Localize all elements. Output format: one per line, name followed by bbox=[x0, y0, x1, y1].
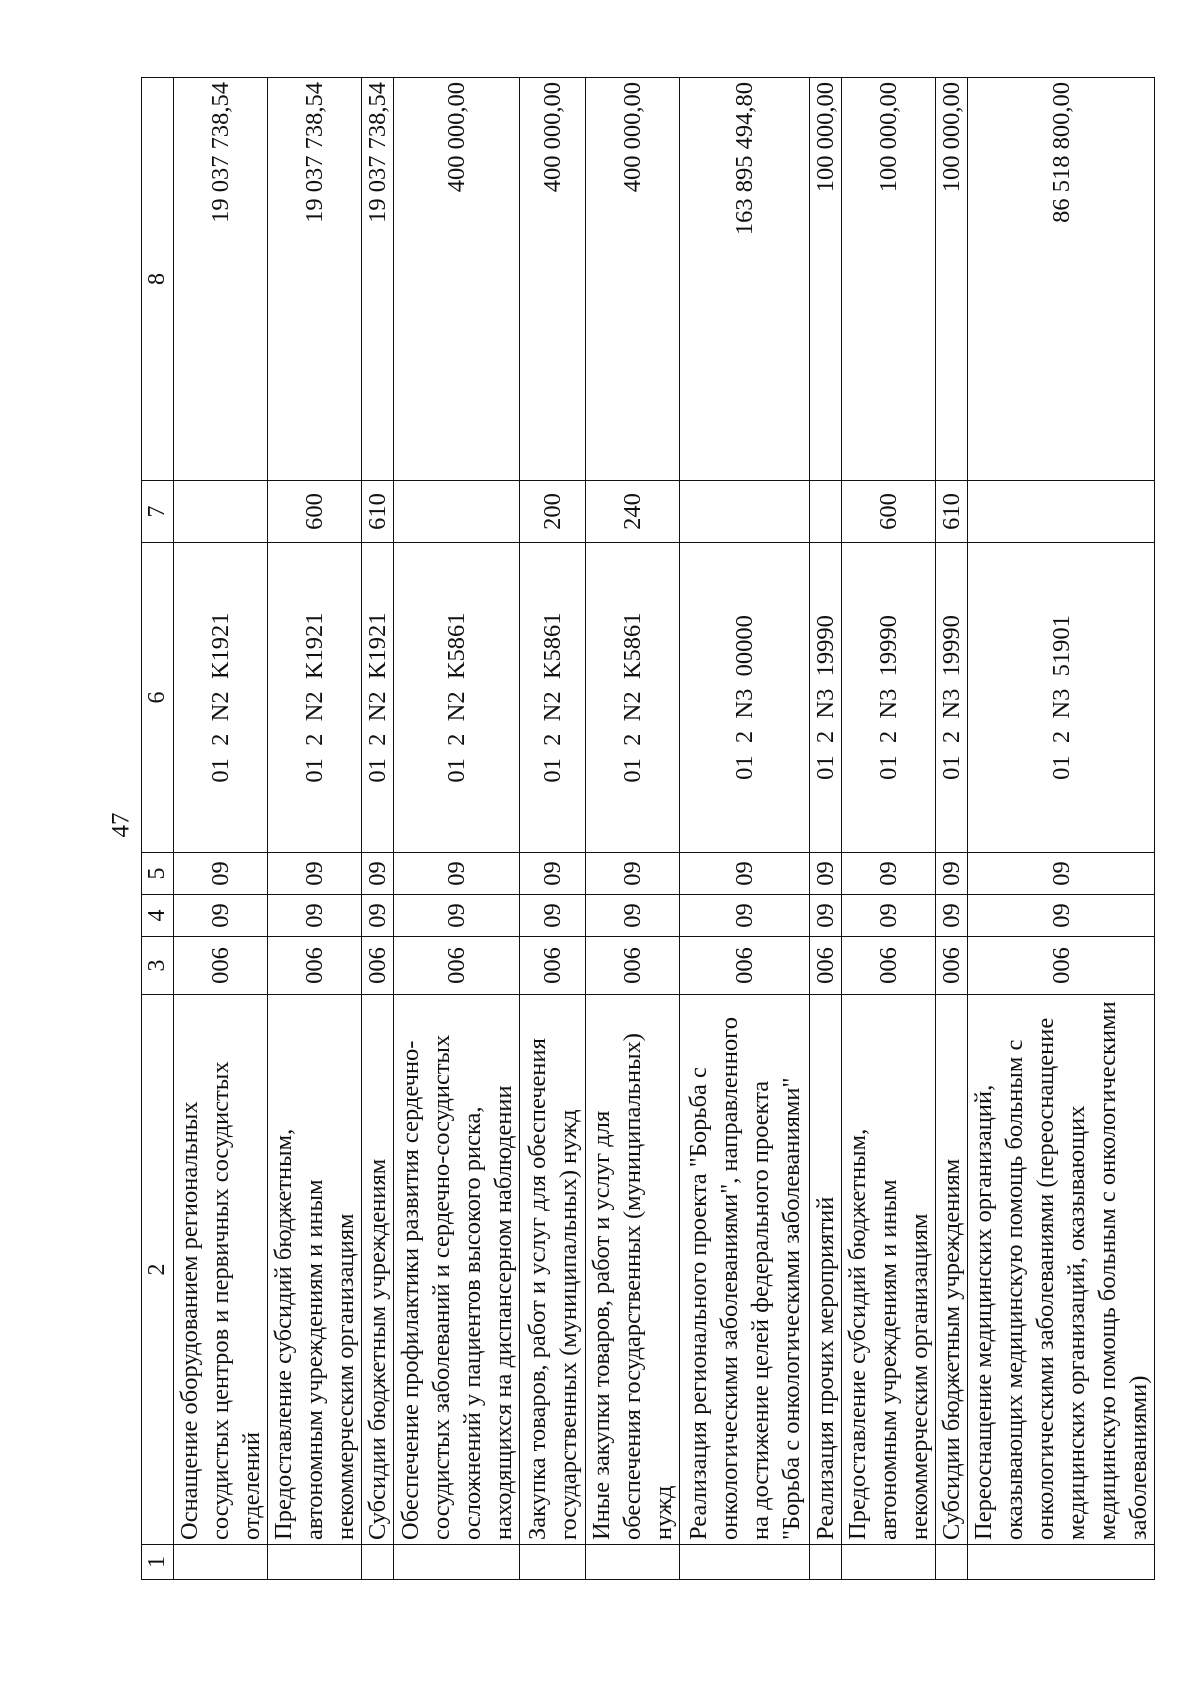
cell-code-3: 006 bbox=[362, 937, 394, 995]
cell-code-3: 006 bbox=[520, 937, 586, 995]
cell-code-3: 006 bbox=[842, 937, 936, 995]
cell-code-3: 006 bbox=[968, 937, 1155, 995]
page-number-text: 47 bbox=[107, 812, 134, 838]
header-cell: 6 bbox=[142, 543, 174, 853]
cell-code-4: 09 bbox=[968, 895, 1155, 937]
cell-amount: 19 037 738,54 bbox=[268, 78, 362, 481]
cell-amount: 19 037 738,54 bbox=[174, 78, 268, 481]
cell-code-5: 09 bbox=[936, 853, 968, 895]
cell-amount: 100 000,00 bbox=[842, 78, 936, 481]
cell-description: Предоставление субсидий бюджетным, автономным учреждениям и иным некоммерческим организациям bbox=[842, 995, 936, 1545]
cell-code-4: 09 bbox=[586, 895, 680, 937]
cell-number bbox=[842, 1545, 936, 1580]
cell-code-6: 01 2 N2 K1921 bbox=[174, 543, 268, 853]
cell-number bbox=[520, 1545, 586, 1580]
header-row bbox=[142, 78, 174, 1580]
cell-code-4: 09 bbox=[810, 895, 842, 937]
cell-number bbox=[268, 1545, 362, 1580]
cell-code-7 bbox=[680, 481, 810, 543]
table-row bbox=[936, 78, 968, 1580]
table-row bbox=[362, 78, 394, 1580]
rotated-table-wrapper bbox=[141, 78, 1152, 1580]
cell-code-3: 006 bbox=[394, 937, 520, 995]
cell-code-7: 600 bbox=[268, 481, 362, 543]
cell-amount: 19 037 738,54 bbox=[362, 78, 394, 481]
cell-amount: 400 000,00 bbox=[520, 78, 586, 481]
cell-code-7 bbox=[394, 481, 520, 543]
cell-number bbox=[810, 1545, 842, 1580]
table-row bbox=[520, 78, 586, 1580]
header-cell: 3 bbox=[142, 937, 174, 995]
cell-code-7: 240 bbox=[586, 481, 680, 543]
cell-code-3: 006 bbox=[268, 937, 362, 995]
table-row bbox=[680, 78, 810, 1580]
cell-code-5: 09 bbox=[394, 853, 520, 895]
cell-code-6: 01 2 N2 K1921 bbox=[362, 543, 394, 853]
cell-amount: 400 000,00 bbox=[586, 78, 680, 481]
header-cell: 7 bbox=[142, 481, 174, 543]
cell-code-5: 09 bbox=[968, 853, 1155, 895]
cell-number bbox=[680, 1545, 810, 1580]
cell-code-5: 09 bbox=[362, 853, 394, 895]
cell-description: Закупка товаров, работ и услуг для обеспечения государственных (муниципальных) нужд bbox=[520, 995, 586, 1545]
header-cell: 5 bbox=[142, 853, 174, 895]
table-row bbox=[174, 78, 268, 1580]
cell-code-5: 09 bbox=[586, 853, 680, 895]
cell-code-7 bbox=[174, 481, 268, 543]
cell-code-6: 01 2 N2 K5861 bbox=[586, 543, 680, 853]
cell-code-7 bbox=[968, 481, 1155, 543]
cell-number bbox=[394, 1545, 520, 1580]
cell-code-5: 09 bbox=[680, 853, 810, 895]
table-row bbox=[394, 78, 520, 1580]
cell-description: Переоснащение медицинских организаций, оказывающих медицинскую помощь больным с онкологическими заболеваниями (переоснащение медицинских организаций, оказывающих медицинскую помощь больным с онкологическими заболеваниями) bbox=[968, 995, 1155, 1545]
cell-number bbox=[174, 1545, 268, 1580]
cell-code-7: 600 bbox=[842, 481, 936, 543]
page-number bbox=[106, 805, 136, 845]
cell-code-6: 01 2 N3 51901 bbox=[968, 543, 1155, 853]
table-row bbox=[268, 78, 362, 1580]
cell-code-6: 01 2 N3 00000 bbox=[680, 543, 810, 853]
cell-description: Оснащение оборудованием региональных сосудистых центров и первичных сосудистых отделений bbox=[174, 995, 268, 1545]
header-cell: 4 bbox=[142, 895, 174, 937]
cell-code-7: 200 bbox=[520, 481, 586, 543]
cell-amount: 163 895 494,80 bbox=[680, 78, 810, 481]
budget-table bbox=[141, 77, 1155, 1580]
cell-code-6: 01 2 N2 K1921 bbox=[268, 543, 362, 853]
cell-description: Реализация прочих мероприятий bbox=[810, 995, 842, 1545]
cell-code-6: 01 2 N2 K5861 bbox=[520, 543, 586, 853]
cell-code-4: 09 bbox=[268, 895, 362, 937]
cell-code-3: 006 bbox=[174, 937, 268, 995]
cell-code-4: 09 bbox=[520, 895, 586, 937]
cell-code-3: 006 bbox=[810, 937, 842, 995]
cell-code-4: 09 bbox=[394, 895, 520, 937]
table-row bbox=[810, 78, 842, 1580]
cell-code-3: 006 bbox=[586, 937, 680, 995]
cell-code-4: 09 bbox=[174, 895, 268, 937]
table-row bbox=[586, 78, 680, 1580]
cell-description: Обеспечение профилактики развития сердечно-сосудистых заболеваний и сердечно-сосудистых осложнений у пациентов высокого риска, находящихся на диспансерном наблюдении bbox=[394, 995, 520, 1545]
cell-code-5: 09 bbox=[810, 853, 842, 895]
cell-code-3: 006 bbox=[936, 937, 968, 995]
table-row bbox=[842, 78, 936, 1580]
cell-amount: 100 000,00 bbox=[810, 78, 842, 481]
cell-amount: 400 000,00 bbox=[394, 78, 520, 481]
cell-code-4: 09 bbox=[362, 895, 394, 937]
cell-number bbox=[936, 1545, 968, 1580]
cell-description: Иные закупки товаров, работ и услуг для обеспечения государственных (муниципальных) нужд bbox=[586, 995, 680, 1545]
cell-code-3: 006 bbox=[680, 937, 810, 995]
cell-description: Реализация регионального проекта "Борьба с онкологическими заболеваниями", направленного на достижение целей федерального проекта "Борьба с онкологическими заболеваниями" bbox=[680, 995, 810, 1545]
cell-code-6: 01 2 N3 19990 bbox=[842, 543, 936, 853]
cell-amount: 86 518 800,00 bbox=[968, 78, 1155, 481]
cell-code-4: 09 bbox=[680, 895, 810, 937]
cell-code-6: 01 2 N3 19990 bbox=[810, 543, 842, 853]
cell-amount: 100 000,00 bbox=[936, 78, 968, 481]
cell-code-6: 01 2 N2 K5861 bbox=[394, 543, 520, 853]
cell-code-5: 09 bbox=[174, 853, 268, 895]
header-cell: 2 bbox=[142, 995, 174, 1545]
cell-number bbox=[586, 1545, 680, 1580]
cell-description: Субсидии бюджетным учреждениям bbox=[936, 995, 968, 1545]
cell-code-4: 09 bbox=[842, 895, 936, 937]
cell-description: Предоставление субсидий бюджетным, автономным учреждениям и иным некоммерческим организациям bbox=[268, 995, 362, 1545]
cell-code-5: 09 bbox=[268, 853, 362, 895]
cell-code-7: 610 bbox=[936, 481, 968, 543]
cell-code-7: 610 bbox=[362, 481, 394, 543]
cell-description: Субсидии бюджетным учреждениям bbox=[362, 995, 394, 1545]
table-row bbox=[968, 78, 1155, 1580]
cell-code-4: 09 bbox=[936, 895, 968, 937]
cell-code-7 bbox=[810, 481, 842, 543]
cell-code-5: 09 bbox=[842, 853, 936, 895]
header-cell: 1 bbox=[142, 1545, 174, 1580]
cell-code-6: 01 2 N3 19990 bbox=[936, 543, 968, 853]
cell-code-5: 09 bbox=[520, 853, 586, 895]
header-cell: 8 bbox=[142, 78, 174, 481]
cell-number bbox=[362, 1545, 394, 1580]
cell-number bbox=[968, 1545, 1155, 1580]
